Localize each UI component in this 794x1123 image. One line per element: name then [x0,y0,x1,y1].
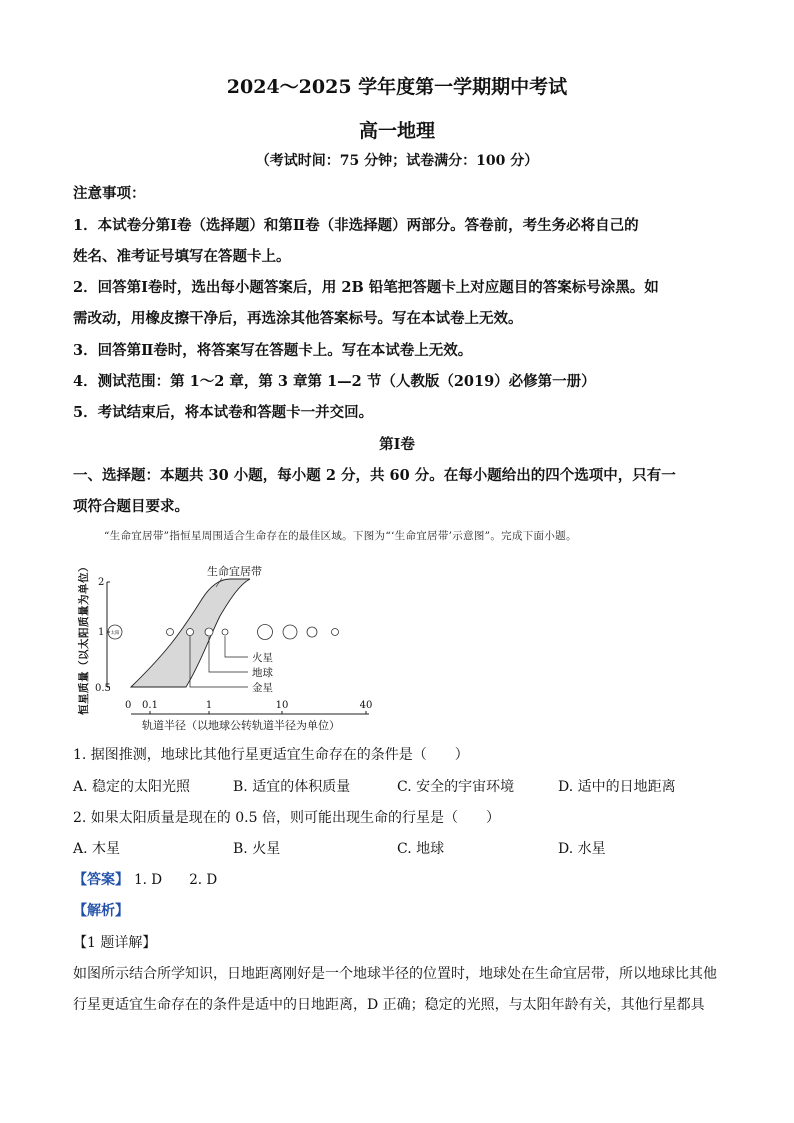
q2-option-b: B. 火星 [233,841,281,857]
notice-item: 1．本试卷分第Ⅰ卷（选择题）和第Ⅱ卷（非选择题）两部分。答卷前，考生务必将自己的 [73,217,639,234]
notice-item: 3．回答第Ⅱ卷时，将答案写在答题卡上。写在本试卷上无效。 [73,342,473,359]
answer-row [73,869,217,889]
notice-item: 5．考试结束后，将本试卷和答题卡一并交回。 [73,404,374,421]
section-instruction: 一、选择题：本题共 30 小题，每小题 2 分，共 60 分。在每小题给出的四个选项中，只有一 [73,467,676,484]
sun-label: 太阳 [110,631,120,636]
notice-item: 2．回答第Ⅰ卷时，选出每小题答案后，用 2B 铅笔把答题卡上对应题目的答案标号涂黑。如 [73,279,659,296]
planet-label-mars: 火星 [252,652,273,664]
y-axis-label: 恒星质量（以太阳质量为单位） [78,561,90,715]
x-tick-label: 0.1 [142,700,158,711]
x-tick-label: 10 [275,700,289,711]
analysis-tag: 【解析】 [73,903,129,919]
x-tick-label: 1 [205,700,213,711]
planet-mars [222,629,228,635]
exam-title: 2024～2025 学年度第一学期期中考试 [226,76,568,98]
subject-title: 高一地理 [358,120,435,142]
planet-label-earth: 地球 [252,667,273,679]
planet-label-venus: 金星 [252,682,273,694]
q2-option-c: C. 地球 [397,841,445,857]
planet-neptune [332,629,339,636]
planet-mercury [167,629,174,636]
q1-option-d: D. 适中的日地距离 [558,779,676,795]
question-stem-1: 1. 据图推测，地球比其他行星更适宜生命存在的条件是（ ） [73,747,469,763]
q1-option-c: C. 安全的宇宙环境 [397,779,515,795]
notice-heading: 注意事项： [73,185,146,202]
x-axis-label: 轨道半径（以地球公转轨道半径为单位） [142,719,340,732]
q2-option-a: A. 木星 [73,841,121,857]
y-tick-label: 1 [98,627,105,638]
planet-venus [187,629,194,636]
planet-earth [205,628,213,636]
question-stem-2: 2. 如果太阳质量是现在的 0.5 倍，则可能出现生命的行星是（ ） [73,810,500,826]
section-label: 第Ⅰ卷 [379,436,415,453]
notice-item: 姓名、准考证号填写在答题卡上。 [73,248,291,265]
x-tick-label: 40 [359,700,373,711]
planet-uranus [307,627,317,637]
material-text: “生命宜居带”指恒星周围适合生命存在的最佳区域。下图为“‘生命宜居带’示意图”。完成下面小题。 [104,530,577,542]
habitable-zone-diagram [70,554,400,739]
y-tick-label: 0.5 [95,683,111,694]
y-tick-label: 2 [98,577,105,588]
section-instruction: 项符合题目要求。 [73,498,189,515]
analysis-text: 如图所示结合所学知识，日地距离刚好是一个地球半径的位置时，地球处在生命宜居带，所以地球比其他 [73,966,717,982]
q1-option-b: B. 适宜的体积质量 [233,779,351,795]
answer-q2: 2. D [189,872,218,888]
earth-leader [209,637,248,672]
notice-item: 需改动，用橡皮擦干净后，再选涂其他答案标号。写在本试卷上无效。 [73,310,523,327]
planet-saturn [283,625,297,639]
analysis-detail-tag: 【1 题详解】 [73,935,157,951]
q1-option-a: A. 稳定的太阳光照 [73,779,191,795]
mars-leader [225,636,248,657]
answer-q1: 1. D [134,872,163,888]
answer-tag: 【答案】 [73,872,129,888]
planet-jupiter [258,625,273,640]
zone-label: 生命宜居带 [207,565,262,578]
q2-option-d: D. 水星 [558,841,606,857]
analysis-text: 行星更适宜生命存在的条件是适中的日地距离，D 正确；稳定的光照，与太阳年龄有关，其他行星都具 [73,997,705,1013]
x-tick-label: 0 [125,700,132,711]
notice-item: 4．测试范围：第 1～2 章，第 3 章第 1—2 节（人教版（2019）必修第一册） [73,373,596,390]
exam-info: （考试时间：75 分钟；试卷满分：100 分） [255,153,539,169]
